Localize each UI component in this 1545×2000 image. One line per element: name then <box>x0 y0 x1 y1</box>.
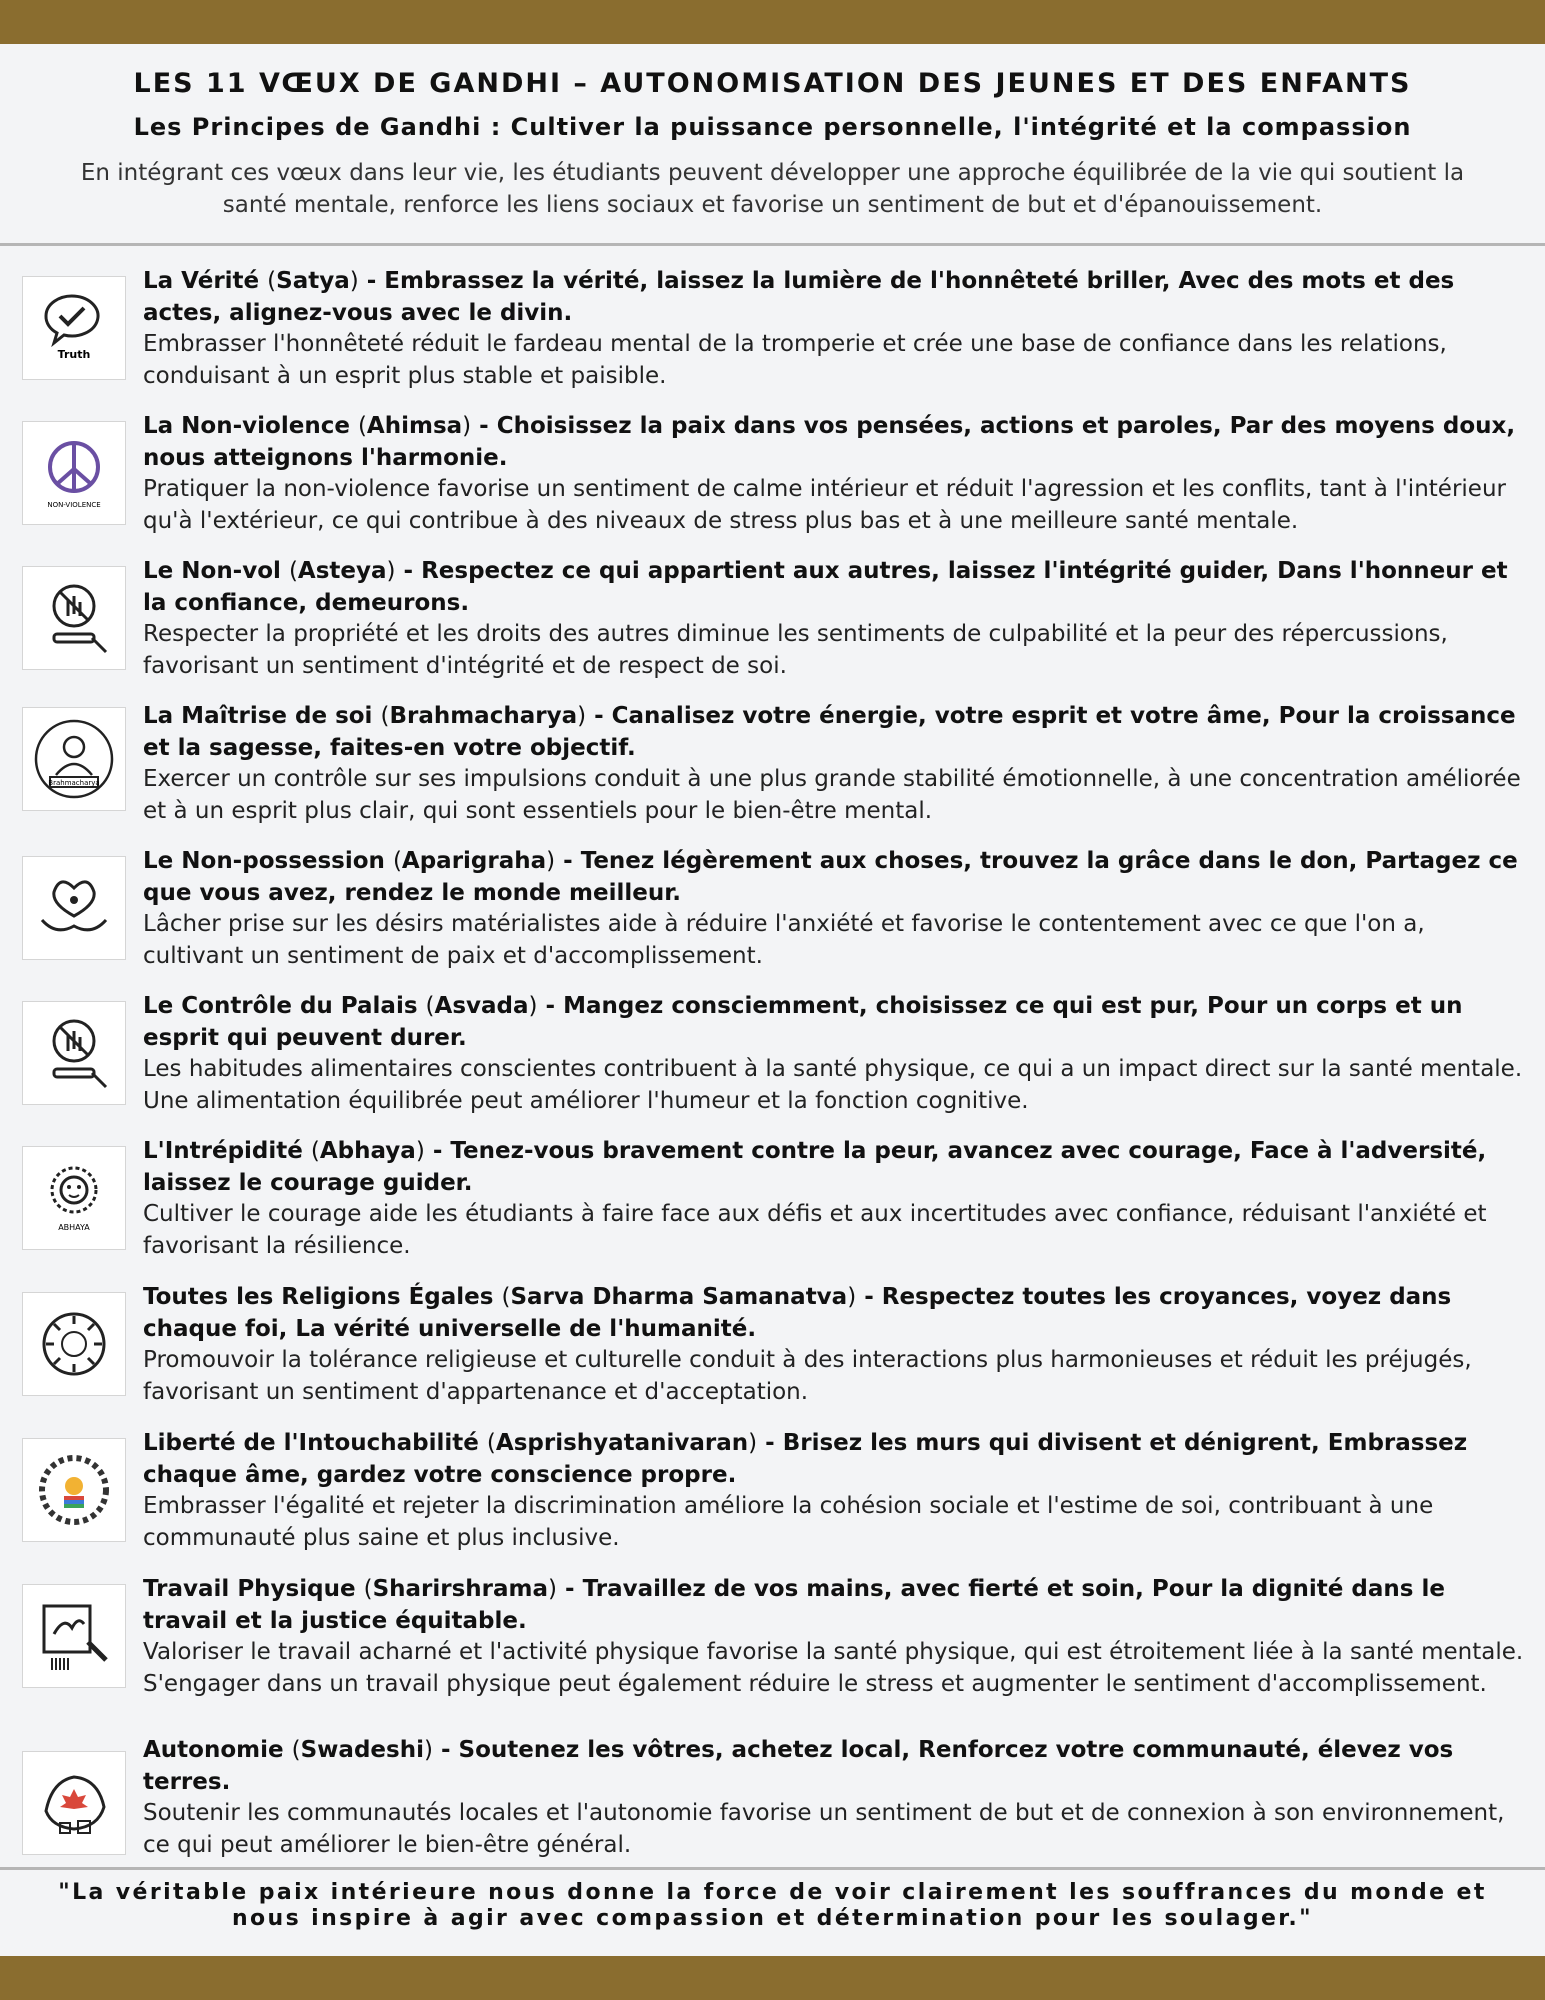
top-band <box>0 0 1545 44</box>
page-subtitle: Les Principes de Gandhi : Cultiver la puissance personnelle, l'intégrité et la compassion <box>133 113 1412 141</box>
truth-icon <box>22 276 126 380</box>
physical-work-icon <box>22 1584 126 1688</box>
intro-text: En intégrant ces vœux dans leur vie, les étudiants peuvent développer une approche équilibrée de la vie qui soutient la santé mentale, renforce les liens sociaux et favorise un sentiment de but et d'épanouissement. <box>80 160 1465 218</box>
vow-description: Exercer un contrôle sur ses impulsions conduit à une plus grande stabilité émotionnelle, à une concentration améliorée et à un esprit plus clair, qui sont essentiels pour le bien-être mental. <box>143 766 1521 824</box>
fearless-icon-label: ABHAYA <box>58 1223 90 1232</box>
religions-circle-icon <box>22 1292 126 1396</box>
peace-icon <box>22 421 126 525</box>
vow-description: Cultiver le courage aide les étudiants à faire face aux défis et aux incertitudes avec confiance, réduisant l'anxiété et favorisant la résilience. <box>143 1201 1487 1259</box>
equality-circle-icon <box>22 1438 126 1542</box>
open-hands-icon <box>22 856 126 960</box>
vow-sanskrit: Satya <box>276 268 350 294</box>
no-stealing-icon <box>22 566 126 670</box>
divider-top <box>0 243 1545 246</box>
vow-description: Pratiquer la non-violence favorise un sentiment de calme intérieur et réduit l'agression et les conflits, tant à l'intérieur qu'à l'extérieur, ce qui contribue à des niveaux de stress plus bas et à une meilleure santé mentale. <box>143 476 1506 534</box>
vow-description: Soutenir les communautés locales et l'autonomie favorise un sentiment de but et de connexion à son environnement, ce qui peut améliorer le bien-être général. <box>143 1800 1505 1858</box>
vow-description: Embrasser l'honnêteté réduit le fardeau mental de la tromperie et crée une base de confiance dans les relations, conduisant à un esprit plus stable et paisible. <box>143 331 1447 389</box>
vow-name: Autonomie <box>143 1737 284 1763</box>
vow-name: La Non-violence <box>143 413 350 439</box>
vow-description: Valoriser le travail acharné et l'activité physique favorise la santé physique, qui est étroitement liée à la santé mentale. S'engager dans un travail physique peut également réduire le stress et augmenter le sentiment d'accomplissement. <box>143 1639 1524 1697</box>
vow-motto: Respectez ce qui appartient aux autres, laissez l'intégrité guider, Dans l'honneur et la confiance, demeurons. <box>143 558 1508 616</box>
vow-motto: Canalisez votre énergie, votre esprit et votre âme, Pour la croissance et la sagesse, faites-en votre objectif. <box>143 703 1516 761</box>
vow-name: Toutes les Religions Égales <box>143 1284 494 1310</box>
vow-description: Lâcher prise sur les désirs matérialistes aide à réduire l'anxiété et favorise le contentement avec ce que l'on a, cultivant un sentiment de paix et d'accomplissement. <box>143 911 1425 969</box>
vow-motto: Tenez-vous bravement contre la peur, avancez avec courage, Face à l'adversité, laissez le courage guider. <box>143 1138 1487 1196</box>
vow-name: Liberté de l'Intouchabilité <box>143 1430 479 1456</box>
vow-name: Le Non-possession <box>143 848 385 874</box>
self-control-icon <box>22 707 126 811</box>
vow-name: La Maîtrise de soi <box>143 703 373 729</box>
divider-bottom <box>0 1867 1545 1870</box>
vow-description: Embrasser l'égalité et rejeter la discrimination améliore la cohésion sociale et l'estime de soi, contribuant à une communauté plus saine et plus inclusive. <box>143 1493 1434 1551</box>
vow-motto: Mangez consciemment, choisissez ce qui est pur, Pour un corps et un esprit qui peuvent durer. <box>143 993 1463 1051</box>
vow-name: La Vérité <box>143 268 260 294</box>
fearless-lion-icon <box>22 1146 126 1250</box>
closing-quote: "La véritable paix intérieure nous donne la force de voir clairement les souffrances du monde et nous inspire à agir avec compassion et détermination pour les soulager." <box>58 1880 1487 1931</box>
vow-sanskrit: Abhaya <box>319 1138 416 1164</box>
vow-sanskrit: Asprishyatanivaran <box>495 1430 749 1456</box>
vow-sanskrit: Aparigraha <box>401 848 547 874</box>
vow-description: Respecter la propriété et les droits des autres diminue les sentiments de culpabilité et la peur des répercussions, favorisant un sentiment d'intégrité et de respect de soi. <box>143 621 1448 679</box>
vow-motto: Embrassez la vérité, laissez la lumière de l'honnêteté briller, Avec des mots et des actes, alignez-vous avec le divin. <box>143 268 1455 326</box>
vow-motto: Brisez les murs qui divisent et dénigrent, Embrassez chaque âme, gardez votre conscience propre. <box>143 1430 1468 1488</box>
peace-icon-label: NON-VIOLENCE <box>47 501 101 509</box>
vow-motto: Choisissez la paix dans vos pensées, actions et paroles, Par des moyens doux, nous atteignons l'harmonie. <box>143 413 1516 471</box>
vow-name: Le Contrôle du Palais <box>143 993 418 1019</box>
vow-description: Les habitudes alimentaires conscientes contribuent à la santé physique, ce qui a un impact direct sur la santé mentale. Une alimentation équilibrée peut améliorer l'humeur et la fonction cognitive. <box>143 1056 1523 1114</box>
vow-sanskrit: Swadeshi <box>300 1737 424 1763</box>
vow-motto: Tenez légèrement aux choses, trouvez la grâce dans le don, Partagez ce que vous avez, rendez le monde meilleur. <box>143 848 1518 906</box>
bottom-band <box>0 1956 1545 2000</box>
vow-name: Travail Physique <box>143 1576 356 1602</box>
page-title: LES 11 VŒUX DE GANDHI – AUTONOMISATION DES JEUNES ET DES ENFANTS <box>133 68 1412 99</box>
self-control-icon-label: Brahmacharya <box>48 779 100 787</box>
vow-sanskrit: Sharirshrama <box>372 1576 549 1602</box>
vow-description: Promouvoir la tolérance religieuse et culturelle conduit à des interactions plus harmonieuses et réduit les préjugés, favorisant un sentiment d'appartenance et d'acceptation. <box>143 1347 1472 1405</box>
vow-sanskrit: Ahimsa <box>366 413 463 439</box>
vow-motto: Respectez toutes les croyances, voyez dans chaque foi, La vérité universelle de l'humanité. <box>143 1284 1452 1342</box>
vow-name: Le Non-vol <box>143 558 281 584</box>
vow-name: L'Intrépidité <box>143 1138 303 1164</box>
local-community-icon <box>22 1751 126 1855</box>
palate-control-icon <box>22 1001 126 1105</box>
vow-motto: Travaillez de vos mains, avec fierté et soin, Pour la dignité dans le travail et la justice équitable. <box>143 1576 1445 1634</box>
vow-motto: Soutenez les vôtres, achetez local, Renforcez votre communauté, élevez vos terres. <box>143 1737 1454 1795</box>
vow-sanskrit: Brahmacharya <box>389 703 578 729</box>
truth-icon-label: Truth <box>57 348 91 361</box>
vow-sanskrit: Asvada <box>434 993 529 1019</box>
vow-sanskrit: Asteya <box>297 558 387 584</box>
header <box>0 44 1545 221</box>
vow-sanskrit: Sarva Dharma Samanatva <box>510 1284 848 1310</box>
